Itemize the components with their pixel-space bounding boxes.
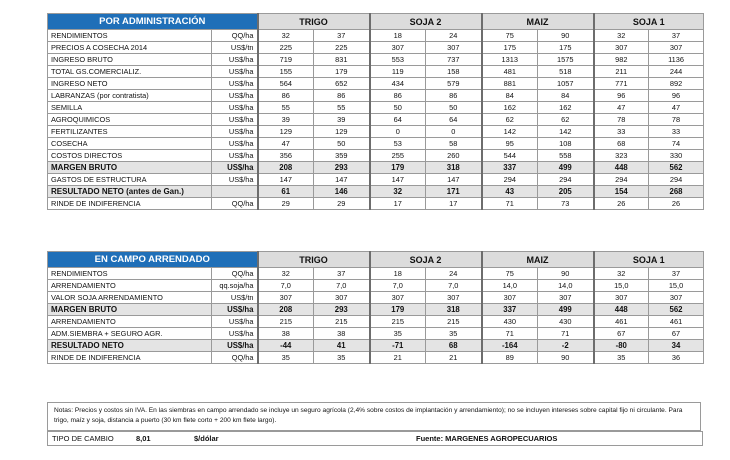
value-cell: 41 <box>314 340 370 352</box>
value-cell: 318 <box>426 162 482 174</box>
value-cell: 24 <box>426 30 482 42</box>
value-cell: 359 <box>314 150 370 162</box>
crop-header: SOJA 1 <box>594 14 704 30</box>
row-label: GASTOS DE ESTRUCTURA <box>48 174 212 186</box>
row-label: AGROQUIMICOS <box>48 114 212 126</box>
row-label: RENDIMIENTOS <box>48 268 212 280</box>
value-cell: 37 <box>314 268 370 280</box>
row-unit: US$/ha <box>212 174 258 186</box>
value-cell: 39 <box>314 114 370 126</box>
row-label: COSECHA <box>48 138 212 150</box>
crop-header: SOJA 1 <box>594 252 704 268</box>
value-cell: 307 <box>649 292 704 304</box>
value-cell: 323 <box>594 150 649 162</box>
value-cell: 86 <box>314 90 370 102</box>
value-cell: 67 <box>594 328 649 340</box>
value-cell: 74 <box>649 138 704 150</box>
value-cell: 1313 <box>482 54 538 66</box>
table-row <box>48 174 704 186</box>
table-row <box>48 328 704 340</box>
value-cell: 318 <box>426 304 482 316</box>
value-cell: 208 <box>258 304 314 316</box>
value-cell: 84 <box>538 90 594 102</box>
row-unit: US$/ha <box>212 78 258 90</box>
table-row <box>48 316 704 328</box>
value-cell: 307 <box>426 42 482 54</box>
value-cell: 255 <box>370 150 426 162</box>
value-cell: 892 <box>649 78 704 90</box>
value-cell: 129 <box>258 126 314 138</box>
crop-header: MAIZ <box>482 252 594 268</box>
value-cell: 7,0 <box>314 280 370 292</box>
crop-header: TRIGO <box>258 252 370 268</box>
row-unit: US$/ha <box>212 150 258 162</box>
value-cell: 21 <box>370 352 426 364</box>
row-unit: US$/ha <box>212 138 258 150</box>
row-label: COSTOS DIRECTOS <box>48 150 212 162</box>
value-cell: 293 <box>314 304 370 316</box>
row-label: INGRESO BRUTO <box>48 54 212 66</box>
value-cell: 47 <box>594 102 649 114</box>
row-label: INGRESO NETO <box>48 78 212 90</box>
value-cell: 307 <box>426 292 482 304</box>
value-cell: 175 <box>482 42 538 54</box>
value-cell: 211 <box>594 66 649 78</box>
row-unit: US$/ha <box>212 54 258 66</box>
value-cell: 36 <box>649 352 704 364</box>
value-cell: -71 <box>370 340 426 352</box>
value-cell: 96 <box>594 90 649 102</box>
table-row <box>48 186 704 198</box>
row-label: RESULTADO NETO <box>48 340 212 352</box>
value-cell: 90 <box>538 268 594 280</box>
value-cell: 562 <box>649 162 704 174</box>
value-cell: 162 <box>482 102 538 114</box>
row-unit <box>212 186 258 198</box>
value-cell: 17 <box>370 198 426 210</box>
value-cell: 26 <box>594 198 649 210</box>
value-cell: 481 <box>482 66 538 78</box>
administracion-table <box>47 13 704 210</box>
value-cell: 244 <box>649 66 704 78</box>
value-cell: 119 <box>370 66 426 78</box>
value-cell: 86 <box>426 90 482 102</box>
value-cell: 15,0 <box>594 280 649 292</box>
value-cell: 147 <box>258 174 314 186</box>
value-cell: 34 <box>649 340 704 352</box>
value-cell: 32 <box>258 268 314 280</box>
value-cell: 461 <box>594 316 649 328</box>
table-row <box>48 280 704 292</box>
row-unit: US$/ha <box>212 340 258 352</box>
value-cell: 62 <box>482 114 538 126</box>
value-cell: 215 <box>258 316 314 328</box>
value-cell: 129 <box>314 126 370 138</box>
value-cell: 307 <box>370 292 426 304</box>
notes-text: Notas: Precios y costos sin IVA. En las siembras en campo arrendado se incluye un seguro agrícola (2,4% sobre costos de implantación y arrendamiento); no se incluyen intereses sobre capital fijo ni circulante. Para trigo, maíz y soja, distancia a puerto (30 km flete corto + 200 km flete largo). <box>54 407 683 424</box>
value-cell: 330 <box>649 150 704 162</box>
row-label: RENDIMIENTOS <box>48 30 212 42</box>
row-unit: US$/tn <box>212 42 258 54</box>
value-cell: 719 <box>258 54 314 66</box>
value-cell: 78 <box>649 114 704 126</box>
value-cell: 499 <box>538 162 594 174</box>
value-cell: 17 <box>426 198 482 210</box>
value-cell: 18 <box>370 30 426 42</box>
value-cell: 38 <box>258 328 314 340</box>
table-row <box>48 198 704 210</box>
value-cell: 58 <box>426 138 482 150</box>
section-title: EN CAMPO ARRENDADO <box>48 252 258 268</box>
value-cell: 0 <box>426 126 482 138</box>
row-unit: QQ/ha <box>212 268 258 280</box>
value-cell: 448 <box>594 304 649 316</box>
value-cell: 61 <box>258 186 314 198</box>
row-label: VALOR SOJA ARRENDAMIENTO <box>48 292 212 304</box>
value-cell: 15,0 <box>649 280 704 292</box>
value-cell: 37 <box>649 30 704 42</box>
value-cell: 430 <box>538 316 594 328</box>
value-cell: 179 <box>370 304 426 316</box>
value-cell: 78 <box>594 114 649 126</box>
value-cell: -2 <box>538 340 594 352</box>
row-unit: US$/ha <box>212 304 258 316</box>
value-cell: 518 <box>538 66 594 78</box>
value-cell: 146 <box>314 186 370 198</box>
value-cell: 307 <box>594 42 649 54</box>
value-cell: -164 <box>482 340 538 352</box>
value-cell: 21 <box>426 352 482 364</box>
value-cell: 337 <box>482 162 538 174</box>
value-cell: 544 <box>482 150 538 162</box>
value-cell: 37 <box>649 268 704 280</box>
table-row <box>48 162 704 174</box>
value-cell: 35 <box>426 328 482 340</box>
value-cell: 147 <box>370 174 426 186</box>
value-cell: 154 <box>594 186 649 198</box>
crop-header: SOJA 2 <box>370 14 482 30</box>
value-cell: 47 <box>258 138 314 150</box>
value-cell: 562 <box>649 304 704 316</box>
table-row <box>48 268 704 280</box>
value-cell: 147 <box>314 174 370 186</box>
value-cell: 356 <box>258 150 314 162</box>
table-row <box>48 90 704 102</box>
value-cell: 35 <box>314 352 370 364</box>
table-row <box>48 126 704 138</box>
value-cell: 982 <box>594 54 649 66</box>
crop-header: SOJA 2 <box>370 252 482 268</box>
value-cell: 18 <box>370 268 426 280</box>
value-cell: 215 <box>314 316 370 328</box>
value-cell: 307 <box>594 292 649 304</box>
value-cell: 32 <box>594 268 649 280</box>
value-cell: 175 <box>538 42 594 54</box>
value-cell: 68 <box>426 340 482 352</box>
value-cell: 95 <box>482 138 538 150</box>
value-cell: 39 <box>258 114 314 126</box>
value-cell: 37 <box>314 30 370 42</box>
table-row <box>48 150 704 162</box>
value-cell: 7,0 <box>370 280 426 292</box>
value-cell: 53 <box>370 138 426 150</box>
value-cell: 14,0 <box>538 280 594 292</box>
value-cell: 47 <box>649 102 704 114</box>
exchange-label: TIPO DE CAMBIO <box>52 434 114 443</box>
value-cell: 24 <box>426 268 482 280</box>
source-text: Fuente: MARGENES AGROPECUARIOS <box>416 434 558 443</box>
value-cell: 71 <box>482 198 538 210</box>
value-cell: 434 <box>370 78 426 90</box>
row-label: RESULTADO NETO (antes de Gan.) <box>48 186 212 198</box>
value-cell: 14,0 <box>482 280 538 292</box>
row-unit: QQ/ha <box>212 352 258 364</box>
value-cell: 155 <box>258 66 314 78</box>
value-cell: 7,0 <box>426 280 482 292</box>
crop-header: MAIZ <box>482 14 594 30</box>
value-cell: 147 <box>426 174 482 186</box>
value-cell: 55 <box>258 102 314 114</box>
value-cell: 90 <box>538 352 594 364</box>
row-label: SEMILLA <box>48 102 212 114</box>
row-label: MARGEN BRUTO <box>48 304 212 316</box>
value-cell: 73 <box>538 198 594 210</box>
value-cell: 881 <box>482 78 538 90</box>
arrendado-table <box>47 251 704 364</box>
value-cell: 62 <box>538 114 594 126</box>
value-cell: 29 <box>314 198 370 210</box>
table-row <box>48 138 704 150</box>
table-row <box>48 114 704 126</box>
value-cell: 294 <box>649 174 704 186</box>
value-cell: 67 <box>649 328 704 340</box>
row-unit: US$/ha <box>212 316 258 328</box>
value-cell: 162 <box>538 102 594 114</box>
value-cell: 96 <box>649 90 704 102</box>
value-cell: 293 <box>314 162 370 174</box>
value-cell: 294 <box>594 174 649 186</box>
value-cell: 307 <box>314 292 370 304</box>
row-unit: US$/ha <box>212 328 258 340</box>
row-unit: US$/ha <box>212 114 258 126</box>
value-cell: 268 <box>649 186 704 198</box>
value-cell: 1575 <box>538 54 594 66</box>
value-cell: 652 <box>314 78 370 90</box>
value-cell: 461 <box>649 316 704 328</box>
value-cell: 208 <box>258 162 314 174</box>
value-cell: 179 <box>314 66 370 78</box>
value-cell: 171 <box>426 186 482 198</box>
value-cell: 158 <box>426 66 482 78</box>
row-label: FERTILIZANTES <box>48 126 212 138</box>
table-row <box>48 352 704 364</box>
value-cell: 32 <box>258 30 314 42</box>
crop-header: TRIGO <box>258 14 370 30</box>
value-cell: 89 <box>482 352 538 364</box>
value-cell: 553 <box>370 54 426 66</box>
value-cell: 32 <box>370 186 426 198</box>
row-label: RINDE DE INDIFERENCIA <box>48 198 212 210</box>
value-cell: 225 <box>314 42 370 54</box>
value-cell: 499 <box>538 304 594 316</box>
value-cell: 558 <box>538 150 594 162</box>
value-cell: 33 <box>594 126 649 138</box>
value-cell: 35 <box>594 352 649 364</box>
value-cell: 579 <box>426 78 482 90</box>
value-cell: 50 <box>314 138 370 150</box>
value-cell: -44 <box>258 340 314 352</box>
row-label: ARRENDAMIENTO <box>48 280 212 292</box>
table-row <box>48 102 704 114</box>
value-cell: 179 <box>370 162 426 174</box>
row-unit: US$/ha <box>212 102 258 114</box>
value-cell: 260 <box>426 150 482 162</box>
value-cell: 26 <box>649 198 704 210</box>
value-cell: 108 <box>538 138 594 150</box>
row-unit: US$/tn <box>212 292 258 304</box>
notes-box <box>47 402 701 431</box>
row-unit: QQ/ha <box>212 30 258 42</box>
value-cell: 294 <box>538 174 594 186</box>
value-cell: 448 <box>594 162 649 174</box>
row-label: MARGEN BRUTO <box>48 162 212 174</box>
value-cell: 430 <box>482 316 538 328</box>
value-cell: 68 <box>594 138 649 150</box>
value-cell: 84 <box>482 90 538 102</box>
row-unit: US$/ha <box>212 162 258 174</box>
row-label: ADM.SIEMBRA + SEGURO AGR. <box>48 328 212 340</box>
row-unit: US$/ha <box>212 126 258 138</box>
row-unit: US$/ha <box>212 66 258 78</box>
value-cell: 32 <box>594 30 649 42</box>
value-cell: 29 <box>258 198 314 210</box>
value-cell: 71 <box>482 328 538 340</box>
value-cell: 64 <box>370 114 426 126</box>
value-cell: 43 <box>482 186 538 198</box>
table-row <box>48 30 704 42</box>
row-label: ARRENDAMIENTO <box>48 316 212 328</box>
value-cell: 307 <box>538 292 594 304</box>
value-cell: 564 <box>258 78 314 90</box>
row-label: TOTAL GS.COMERCIALIZ. <box>48 66 212 78</box>
table-row <box>48 78 704 90</box>
value-cell: 35 <box>258 352 314 364</box>
row-unit: QQ/ha <box>212 198 258 210</box>
value-cell: 307 <box>370 42 426 54</box>
value-cell: 205 <box>538 186 594 198</box>
value-cell: 75 <box>482 268 538 280</box>
exchange-unit: $/dólar <box>194 434 219 443</box>
table-row <box>48 340 704 352</box>
value-cell: 737 <box>426 54 482 66</box>
row-unit: US$/ha <box>212 90 258 102</box>
row-label: PRECIOS A COSECHA 2014 <box>48 42 212 54</box>
value-cell: 86 <box>258 90 314 102</box>
value-cell: 50 <box>370 102 426 114</box>
value-cell: 75 <box>482 30 538 42</box>
table-row <box>48 292 704 304</box>
value-cell: 307 <box>482 292 538 304</box>
header-row <box>48 252 704 268</box>
section-title: POR ADMINISTRACIÓN <box>48 14 258 30</box>
value-cell: 35 <box>370 328 426 340</box>
value-cell: 50 <box>426 102 482 114</box>
value-cell: 307 <box>649 42 704 54</box>
value-cell: 337 <box>482 304 538 316</box>
table-row <box>48 42 704 54</box>
value-cell: 90 <box>538 30 594 42</box>
value-cell: 33 <box>649 126 704 138</box>
footer-bar <box>47 431 703 446</box>
row-unit: qq.soja/ha <box>212 280 258 292</box>
table-row <box>48 54 704 66</box>
value-cell: 71 <box>538 328 594 340</box>
value-cell: 38 <box>314 328 370 340</box>
row-label: LABRANZAS (por contratista) <box>48 90 212 102</box>
value-cell: 225 <box>258 42 314 54</box>
value-cell: 0 <box>370 126 426 138</box>
value-cell: 215 <box>370 316 426 328</box>
exchange-value: 8,01 <box>136 434 151 443</box>
value-cell: 7,0 <box>258 280 314 292</box>
table-row <box>48 304 704 316</box>
header-row <box>48 14 704 30</box>
value-cell: 55 <box>314 102 370 114</box>
value-cell: 64 <box>426 114 482 126</box>
value-cell: 142 <box>482 126 538 138</box>
value-cell: 142 <box>538 126 594 138</box>
value-cell: -80 <box>594 340 649 352</box>
value-cell: 294 <box>482 174 538 186</box>
value-cell: 307 <box>258 292 314 304</box>
value-cell: 1136 <box>649 54 704 66</box>
value-cell: 1057 <box>538 78 594 90</box>
value-cell: 831 <box>314 54 370 66</box>
value-cell: 771 <box>594 78 649 90</box>
table-row <box>48 66 704 78</box>
value-cell: 215 <box>426 316 482 328</box>
value-cell: 86 <box>370 90 426 102</box>
row-label: RINDE DE INDIFERENCIA <box>48 352 212 364</box>
